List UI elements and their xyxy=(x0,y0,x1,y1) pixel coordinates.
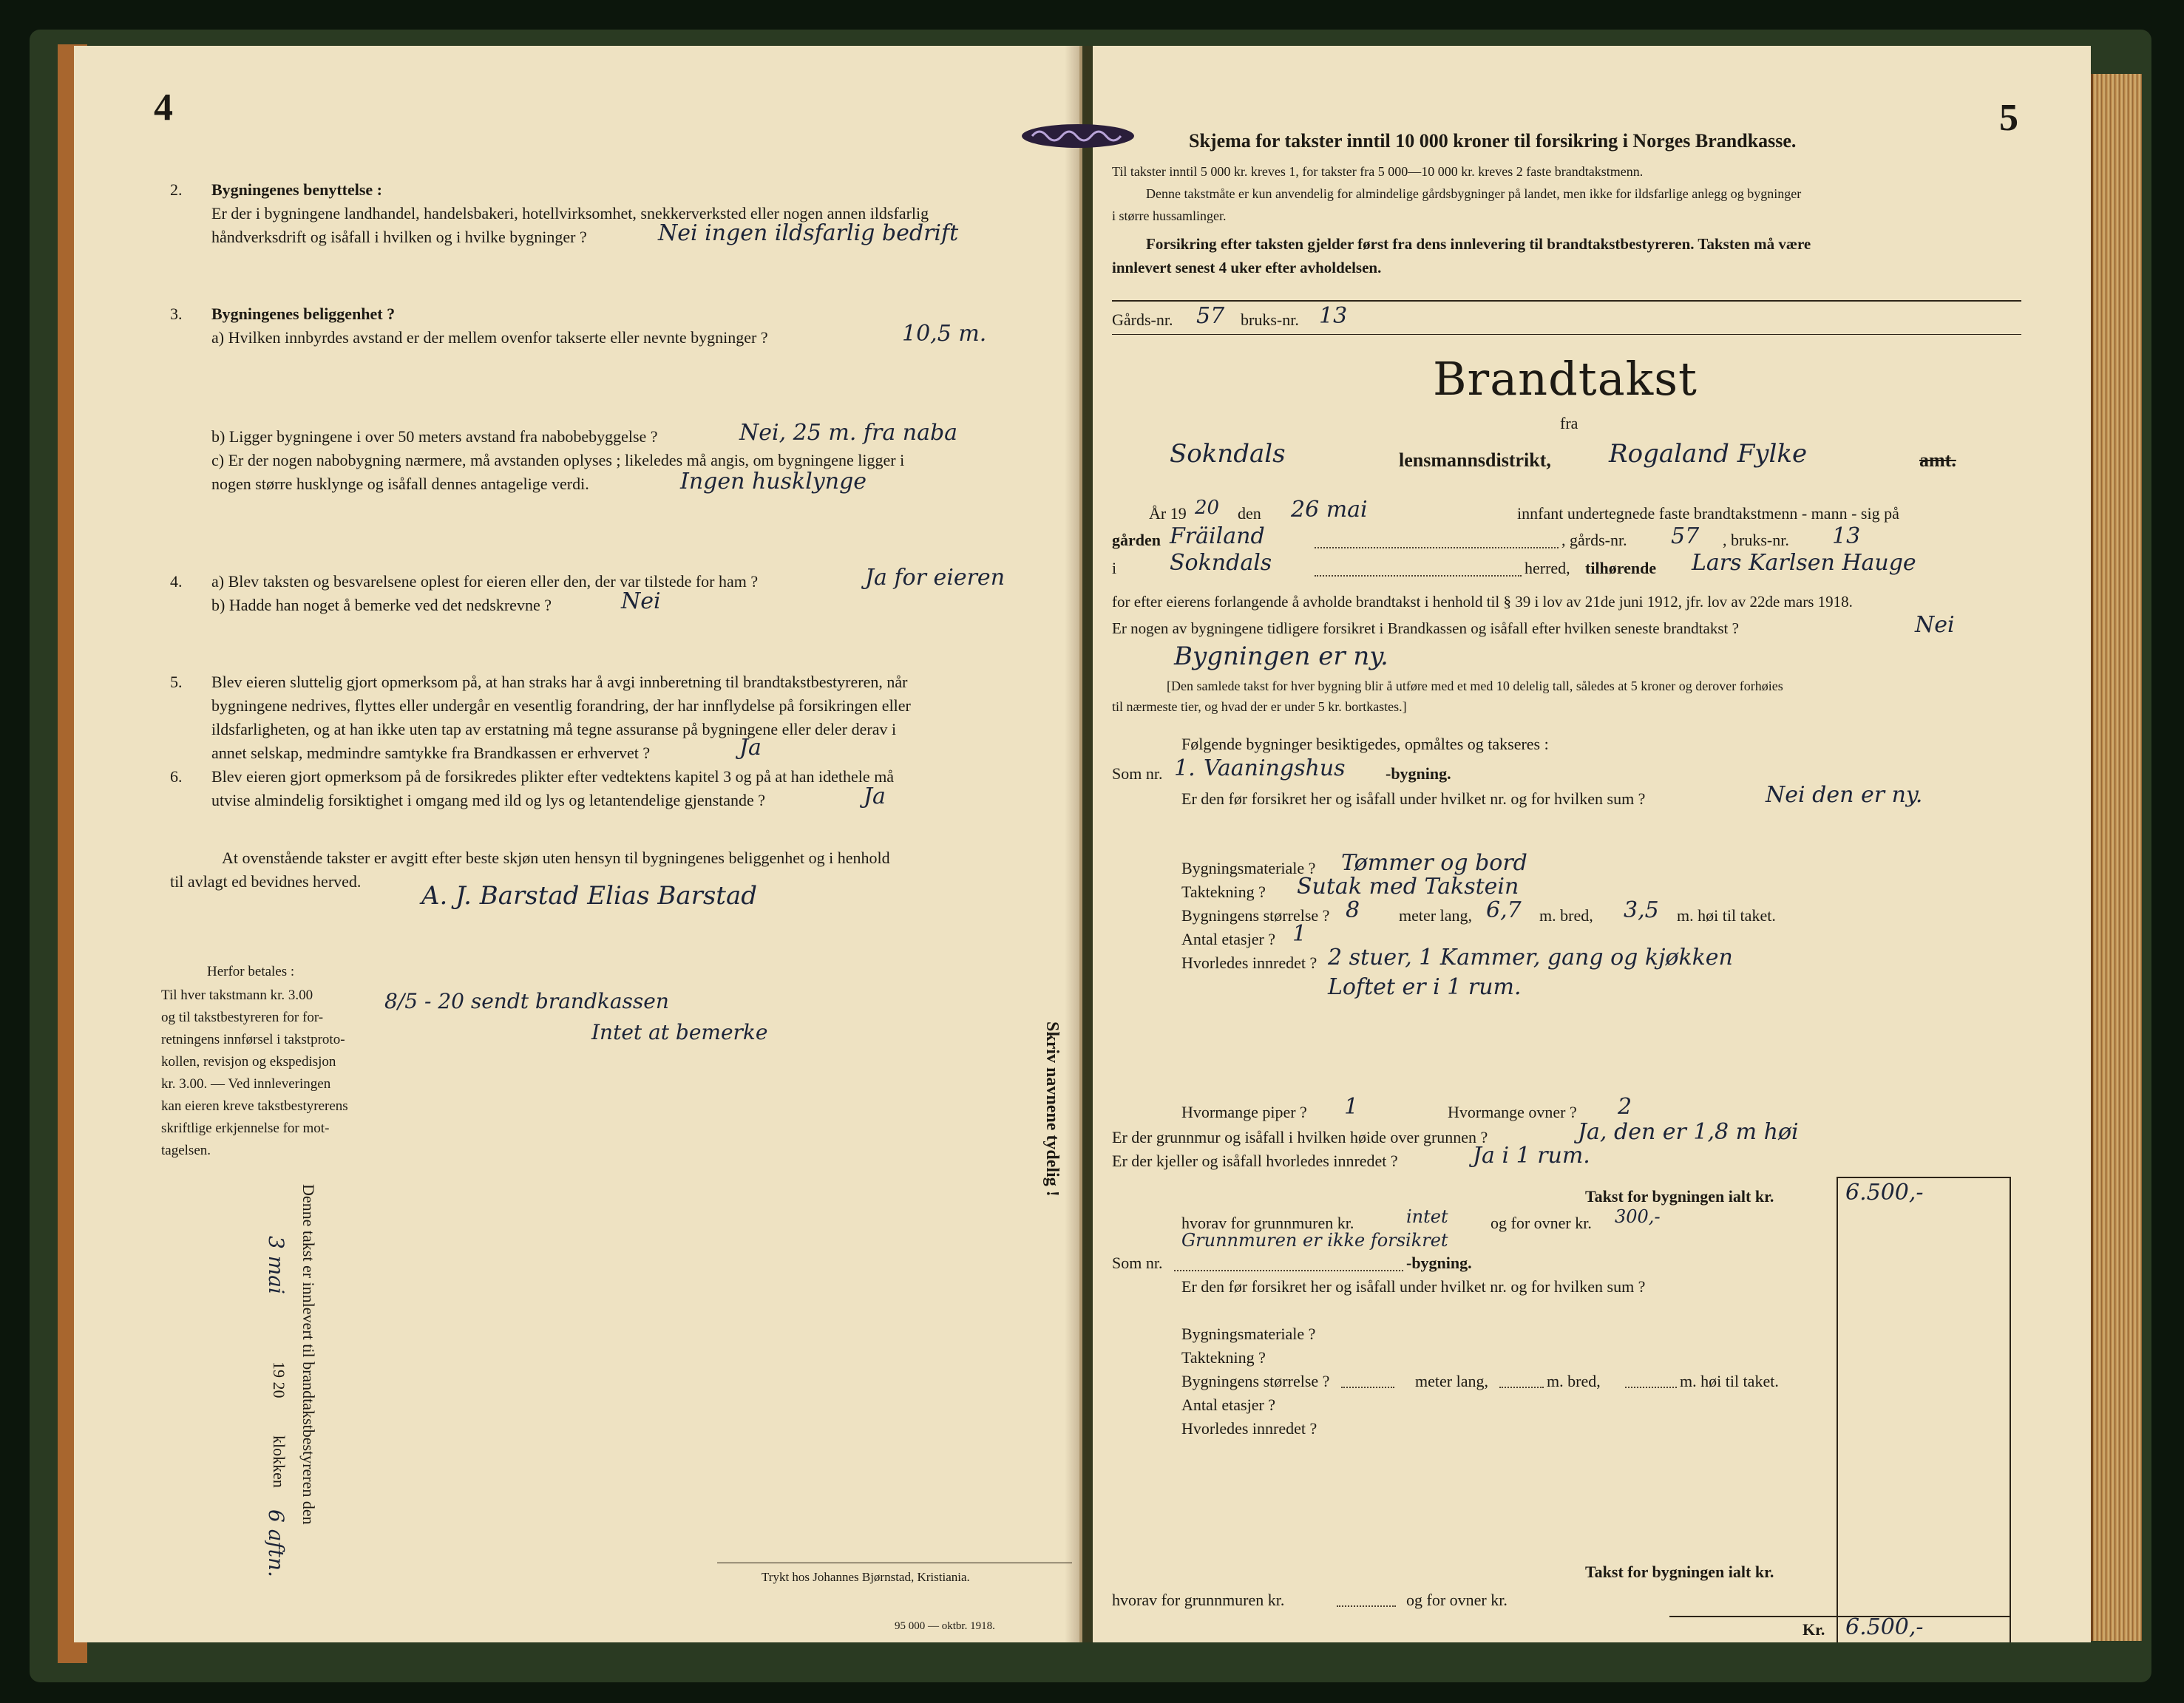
b1-grunnmur-label: Er der grunnmur og isåfall i hvilken høide over grunnen ? xyxy=(1112,1128,1488,1146)
b1-height-hand: 3,5 xyxy=(1624,897,1659,923)
b1-meter-lang: meter lang, xyxy=(1399,906,1472,925)
district-hand: Sokndals xyxy=(1170,439,1286,469)
b2-som-nr: Som nr. xyxy=(1112,1254,1163,1272)
b2-m-bred: m. bred, xyxy=(1547,1372,1601,1390)
b2-inside-label: Hvorledes innredet ? xyxy=(1181,1419,1317,1438)
q3a-answer: 10,5 m. xyxy=(902,321,987,347)
intro-line5: innlevert senest 4 uker efter avholdelsen. xyxy=(1112,259,1382,276)
q6-line2: utvise almindelig forsiktighet i omgang med ild og lys og letantendelige gjenstande ? xyxy=(211,791,766,809)
bruks-label: bruks-nr. xyxy=(1241,310,1299,329)
date-hand: 26 mai xyxy=(1291,497,1368,523)
b1-material-label: Bygningsmateriale ? xyxy=(1181,859,1316,877)
b2-size-label: Bygningens størrelse ? xyxy=(1181,1372,1330,1390)
q4b-text: b) Hadde han noget å bemerke ved det nedskrevne ? xyxy=(211,596,552,614)
tilhorende-label: tilhørende xyxy=(1585,559,1657,577)
b2-meter-lang: meter lang, xyxy=(1415,1372,1488,1390)
page-fore-edge xyxy=(2091,74,2142,1641)
b1-width-hand: 6,7 xyxy=(1486,897,1522,923)
prior-answer2: Bygningen er ny. xyxy=(1174,642,1388,671)
garden-label: gården xyxy=(1112,531,1161,549)
q3c-answer: Ingen husklynge xyxy=(680,469,867,494)
intro-line1: Til takster inntil 5 000 kr. kreves 1, for takster fra 5 000—10 000 kr. kreves 2 faste brandtakstmenn. xyxy=(1112,164,1644,179)
i-label: i xyxy=(1112,559,1117,577)
b2-roof-label: Taktekning ? xyxy=(1181,1348,1266,1367)
b1-m-hoi: m. høi til taket. xyxy=(1677,906,1776,925)
owner-hand: Lars Karlsen Hauge xyxy=(1692,550,1916,576)
fee-line: tagelsen. xyxy=(161,1143,211,1158)
q2-heading: Bygningenes benyttelse : xyxy=(211,180,382,199)
innfant-text: innfant undertegnede faste brandtakstmenn - mann - sig på xyxy=(1517,504,1899,523)
receipt-date-hand: 3 mai xyxy=(264,1236,288,1294)
b1-ovner-hand: 300,- xyxy=(1615,1206,1661,1227)
b2-takst-label: Takst for bygningen ialt kr. xyxy=(1585,1563,1774,1581)
fee-line: retningens innførsel i takstproto- xyxy=(161,1032,345,1047)
intro-line3: i større hussamlinger. xyxy=(1112,208,1227,223)
q4a-text: a) Blev taksten og besvarelsene oplest for eieren eller den, der var tilstede for ham ? xyxy=(211,572,759,591)
write-names-clearly-note: Skriv navnene tydelig ! xyxy=(1042,1022,1062,1197)
fra-label: fra xyxy=(1560,414,1578,432)
q2-number: 2. xyxy=(170,180,183,199)
fee-line: kr. 3.00. — Ved innleveringen xyxy=(161,1076,331,1092)
q5-answer: Ja xyxy=(739,735,762,761)
b1-roof-label: Taktekning ? xyxy=(1181,883,1266,901)
b1-grunnmur-hand: Ja, den er 1,8 m høi xyxy=(1578,1119,1799,1145)
document-title: Brandtakst xyxy=(1433,352,1698,406)
b1-note-hand: Grunnmuren er ikke forsikret xyxy=(1181,1230,1448,1251)
year-label: År 19 xyxy=(1149,504,1187,523)
b1-ovens-label: Hvormange ovner ? xyxy=(1448,1103,1577,1121)
q4b-answer: Nei xyxy=(621,588,661,614)
closing-line2: til avlagt ed bevidnes herved. xyxy=(170,872,362,891)
q3-number: 3. xyxy=(170,305,183,323)
dotted-leader xyxy=(1499,1387,1544,1388)
b1-hvorav-hand: intet xyxy=(1406,1206,1448,1227)
q5-line4: annet selskap, medmindre samtykke fra Brandkassen er erhvervet ? xyxy=(211,744,651,762)
header-rule xyxy=(1112,300,2021,302)
q3a-text: a) Hvilken innbyrdes avstand er der mellem ovenfor takserte eller nevnte bygninger ? xyxy=(211,328,768,347)
fee-line: skriftlige erkjennelse for mot- xyxy=(161,1121,330,1136)
page-number: 4 xyxy=(154,86,173,129)
dotted-leader xyxy=(1337,1605,1396,1607)
q5-line3: ildsfarligheten, og at han ikke uten tap av erstatning må tegne assuranse på bygningene eller deler derav i xyxy=(211,720,897,738)
b2-material-label: Bygningsmateriale ? xyxy=(1181,1325,1316,1343)
district-label: lensmannsdistrikt, xyxy=(1399,449,1551,471)
b2-hvorav: hvorav for grunnmuren kr. xyxy=(1112,1591,1285,1609)
b1-ovner-label: og for ovner kr. xyxy=(1491,1214,1592,1232)
q4-number: 4. xyxy=(170,572,183,591)
gardsnr-label: , gårds-nr. xyxy=(1561,531,1627,549)
q2-line2: håndverksdrift og isåfall i hvilken og i hvilke bygninger ? xyxy=(211,228,587,246)
b1-ovens-hand: 2 xyxy=(1618,1094,1632,1120)
closing-line1: At ovenstående takster er avgitt efter beste skjøn uten hensyn til bygningenes beliggenhet og i henhold xyxy=(222,849,890,867)
b1-bygning: -bygning. xyxy=(1386,764,1451,783)
b1-takst-label: Takst for bygningen ialt kr. xyxy=(1585,1187,1774,1206)
amount-column-right xyxy=(2010,1177,2011,1642)
q5-line2: bygningene nedrives, flyttes eller undergår en vesentlig forandring, der har innflydelse på forsikringen eller xyxy=(211,696,911,715)
q5-line1: Blev eieren sluttelig gjort opmerksom på, at han straks har å avgi innberetning til brandtakstbestyreren, når xyxy=(211,673,908,691)
amount-column-left xyxy=(1837,1177,1838,1642)
prior-line: Er nogen av bygningene tidligere forsikret i Brandkassen og isåfall efter hvilken seneste brandtakst ? xyxy=(1112,619,1739,637)
b2-q-forsikret: Er den før forsikret her og isåfall under hvilket nr. og for hvilken sum ? xyxy=(1181,1277,1646,1296)
gards-value: 57 xyxy=(1196,303,1225,329)
dotted-leader xyxy=(1315,547,1559,548)
q3c-line2: nogen større husklynge og isåfall dennes antagelige verdi. xyxy=(211,475,589,493)
b1-inside-label: Hvorledes innredet ? xyxy=(1181,954,1317,972)
page-number: 5 xyxy=(1999,97,2018,139)
dotted-leader xyxy=(1174,1270,1403,1271)
receipt-year: 19 20 xyxy=(270,1362,288,1398)
den-label: den xyxy=(1238,504,1261,523)
b1-m-bred: m. bred, xyxy=(1539,906,1593,925)
dotted-leader xyxy=(1341,1387,1394,1388)
b1-takst-value: 6.500,- xyxy=(1845,1180,1924,1206)
fee-line: Til hver takstmann kr. 3.00 xyxy=(161,988,313,1003)
total-value: 6.500,- xyxy=(1845,1614,1924,1640)
herred-hand: Sokndals xyxy=(1170,550,1272,576)
note-sent: 8/5 - 20 sendt brandkassen xyxy=(384,989,669,1013)
receipt-klokken: klokken xyxy=(270,1435,288,1488)
b1-kjeller-hand: Ja i 1 rum. xyxy=(1473,1143,1590,1169)
b1-material-hand: Tømmer og bord xyxy=(1341,850,1527,876)
bracket-line1: [Den samlede takst for hver bygning blir å utføre med et med 10 delelig tall, således at 5 kroner og derover forhøies xyxy=(1167,679,1783,693)
q3-heading: Bygningenes beliggenhet ? xyxy=(211,305,396,323)
b1-inside-hand2: Loftet er i 1 rum. xyxy=(1328,974,1522,1000)
law-line: for efter eierens forlangende å avholde brandtakst i henhold til § 39 i lov av 21de juni 1912, jfr. lov av 22de mars 1918. xyxy=(1112,593,1853,611)
receipt-time-hand: 6 aftn. xyxy=(264,1509,288,1577)
herred-label: herred, xyxy=(1525,559,1570,577)
fee-heading: Herfor betales : xyxy=(207,964,295,979)
amt-label: amt. xyxy=(1919,449,1956,471)
total-label: Kr. xyxy=(1803,1620,1825,1639)
q6-answer: Ja xyxy=(864,783,886,809)
b1-floors-hand: 1 xyxy=(1292,921,1307,947)
printer-line: Trykt hos Johannes Bjørnstad, Kristiania. xyxy=(762,1570,970,1584)
b1-pipes-hand: 1 xyxy=(1344,1094,1359,1120)
b2-m-hoi: m. høi til taket. xyxy=(1680,1372,1779,1390)
q6-line1: Blev eieren gjort opmerksom på de forsikredes plikter efter vedtektens kapitel 3 og på at han idethele må xyxy=(211,767,895,786)
b1-inside-hand1: 2 stuer, 1 Kammer, gang og kjøkken xyxy=(1328,945,1733,971)
b1-som-nr: Som nr. xyxy=(1112,764,1163,783)
gardsnr-hand: 57 xyxy=(1671,523,1700,549)
b1-pipes-label: Hvormange piper ? xyxy=(1181,1103,1307,1121)
total-rule xyxy=(1669,1616,2011,1617)
following-line: Følgende bygninger besiktigedes, opmåltes og takseres : xyxy=(1181,735,1549,753)
q6-number: 6. xyxy=(170,767,183,786)
b1-roof-hand: Sutak med Takstein xyxy=(1297,874,1519,900)
q3c-line1: c) Er der nogen nabobygning nærmere, må avstanden oplyses ; likeledes må angis, om bygningene ligger i xyxy=(211,451,905,469)
q3b-text: b) Ligger bygningene i over 50 meters avstand fra nabobebyggelse ? xyxy=(211,427,658,446)
bruksnr-hand: 13 xyxy=(1832,523,1861,549)
b1-nr-hand: 1. xyxy=(1174,755,1196,781)
fee-line: kollen, revisjon og ekspedisjon xyxy=(161,1054,336,1070)
dotted-leader xyxy=(1315,575,1522,577)
b1-kjeller-label: Er der kjeller og isåfall hvorledes innredet ? xyxy=(1112,1152,1398,1170)
b1-size-label: Bygningens størrelse ? xyxy=(1181,906,1330,925)
b1-a-forsikret: Nei den er ny. xyxy=(1766,782,1923,808)
intro-line2: Denne takstmåte er kun anvendelig for almindelige gårdsbygninger på landet, men ikke for ildsfarlige anlegg og bygninger xyxy=(1146,186,1802,201)
county-hand: Rogaland Fylke xyxy=(1609,439,1808,469)
amount-column-top xyxy=(1837,1177,2011,1178)
b1-hvorav: hvorav for grunnmuren kr. xyxy=(1181,1214,1354,1232)
b1-floors-label: Antal etasjer ? xyxy=(1181,930,1276,948)
fee-line: kan eieren kreve takstbestyrerens xyxy=(161,1098,348,1114)
archive-stamp-icon xyxy=(1019,120,1137,152)
b2-bygning: -bygning. xyxy=(1406,1254,1472,1272)
b1-name-hand: Vaaningshus xyxy=(1204,755,1346,781)
left-page xyxy=(74,46,1082,1642)
note-no-remarks: Intet at bemerke xyxy=(591,1020,768,1044)
receipt-printed: Denne takst er innlevert til brandtakstbestyreren den xyxy=(299,1184,318,1525)
prior-answer1: Nei xyxy=(1915,612,1955,638)
b2-ovner-label: og for ovner kr. xyxy=(1406,1591,1508,1609)
q3b-answer: Nei, 25 m. fra naba xyxy=(739,420,958,446)
q2-line1: Er der i bygningene landhandel, handelsbakeri, hotellvirksomhet, snekkerverksted eller nogen annen ildsfarlig xyxy=(211,204,929,222)
signatures: A. J. Barstad Elias Barstad xyxy=(421,881,757,911)
fee-line: og til takstbestyreren for for- xyxy=(161,1010,324,1025)
print-run: 95 000 — oktbr. 1918. xyxy=(895,1620,995,1632)
intro-line4: Forsikring efter taksten gjelder først fra dens innlevering til brandtakstbestyreren. Taksten må være xyxy=(1146,235,1811,253)
b2-floors-label: Antal etasjer ? xyxy=(1181,1396,1276,1414)
b1-q-forsikret: Er den før forsikret her og isåfall under hvilket nr. og for hvilken sum ? xyxy=(1181,789,1646,808)
q2-answer: Nei ingen ildsfarlig bedrift xyxy=(658,220,959,246)
garden-hand: Fräiland xyxy=(1170,523,1265,549)
form-header: Skjema for takster inntil 10 000 kroner til forsikring i Norges Brandkasse. xyxy=(1189,130,1797,152)
gards-rule xyxy=(1112,334,2021,335)
bruks-value: 13 xyxy=(1319,303,1348,329)
dotted-leader xyxy=(1625,1387,1677,1388)
gards-label: Gårds-nr. xyxy=(1112,310,1173,329)
q5-number: 5. xyxy=(170,673,183,691)
q4a-answer: Ja for eieren xyxy=(865,565,1005,591)
b1-len-hand: 8 xyxy=(1346,897,1360,923)
right-page xyxy=(1093,46,2091,1642)
bruksnr-label: , bruks-nr. xyxy=(1723,531,1789,549)
bracket-line2: til nærmeste tier, og hvad der er under 5 kr. bortkastes.] xyxy=(1112,699,1407,714)
year-hand: 20 xyxy=(1195,497,1220,519)
